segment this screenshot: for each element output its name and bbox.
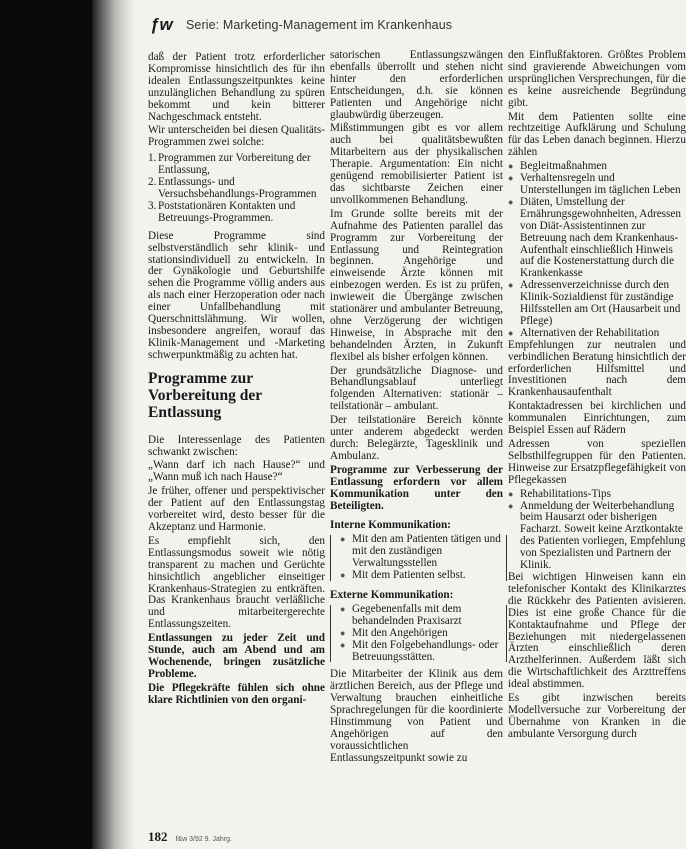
list-item: ● Begleitmaßnahmen bbox=[508, 160, 607, 173]
list-item: 1. Programmen zur Vorbereitung der Entlassung, bbox=[148, 152, 311, 177]
bullet-icon: ● bbox=[340, 603, 346, 614]
footer-text: f&w 3/92 9. Jahrg. bbox=[175, 836, 232, 843]
book-spine-shadow bbox=[92, 0, 134, 849]
paragraph: Im Grunde sollte bereits mit der Aufnahme des Patienten parallel das Programm zur Vorbereitung der Entlassung und Reintegration beginnen. Angehörige und einweisende Ärzte können mit einbezogen werden. Es ist zu prüfen, inwieweit die Übergänge zwischen stationärer und ambulanter Betreuung, ohne Verzögerung der wichtigen Hinweise, in Absprache mit den behandelnden Ärzten, in Zukunft flexibel als bisher erfolgen können. bbox=[330, 207, 503, 363]
paragraph: Je früher, offener und perspektivischer der Patient auf den Entlassungstag vorbereitet wird, desto besser für die Akzeptanz und Harmonie. bbox=[148, 485, 325, 533]
text-column-2 bbox=[330, 50, 503, 767]
paragraph: Bei wichtigen Hinweisen kann ein telefonischer Kontakt des Klinikarztes die Rückkehr des Patienten avisieren. Dies ist eine große Chance für die Kontaktaufnahme und Pflege der Beziehungen mit niedergelassenen Ärzten einschließlich deren Arzthelferinnen. Außerdem läßt sich die Wirtschaftlichkeit des Arzttreffens ideal abstimmen. bbox=[508, 570, 686, 691]
paragraph: Mißstimmungen gibt es vor allem auch bei qualitätsbewußten Mitarbeitern aus der physikalischen Therapie. Argumentation: Ein nicht genügend remobilisierter Patient ist das sichtbarste Zeichen einer unvollkommenen Behandlung. bbox=[330, 122, 503, 206]
paragraph: Empfehlungen zur neutralen und verbindlichen Beratung hinsichtlich der erforderlichen Hilfsmittel und Investitionen nach dem Krankenhausaufenthalt bbox=[508, 338, 686, 399]
bullet-icon: ● bbox=[340, 534, 346, 545]
paragraph: Der grundsätzliche Diagnose- und Behandlungsablauf unterliegt folgenden Alternativen: stationär – teilstationär – ambulant. bbox=[330, 364, 503, 413]
page-number: 182 bbox=[148, 829, 168, 844]
bullet-icon: ● bbox=[340, 570, 346, 581]
list-item: 3. Poststationären Kontakten und Betreuungs-Programmen. bbox=[148, 199, 296, 224]
paragraph: Die Interessenlage des Patienten schwankt zwischen: bbox=[148, 433, 325, 458]
bullet-icon: ● bbox=[508, 196, 514, 207]
paragraph: Diese Programme sind selbstverständlich sehr klinik- und stationsindividuell zu entwickeln. In der Gynäkologie und Geburtshilfe sehen die Programme völlig anders aus als nach einer Herzoperation oder nach einer Unfallbehandlung mit Querschnittslähmung. Wir wollen, insbesondere angreifen, worauf das Klinik-Management und -Marketing schwerpunktmäßig zu achten hat. bbox=[148, 229, 325, 361]
running-header bbox=[150, 14, 686, 36]
box-label-external: Externe Kommunikation: bbox=[330, 588, 454, 601]
list-item: ● Rehabilitations-Tips bbox=[508, 487, 611, 500]
bold-paragraph: Entlassungen zu jeder Zeit und Stunde, auch am Abend und am Wochenende, bringen zusätzliche Probleme. bbox=[148, 632, 325, 680]
bullet-icon: ● bbox=[508, 488, 514, 499]
box-label-internal: Interne Kommunikation: bbox=[330, 519, 451, 532]
list-item: ● Anmeldung der Weiterbehandlung beim Hausarzt oder bisherigen Facharzt. Soweit keine Arztkontakte des Patienten vorliegen, Empfehlung von Spezialisten und Partnern der Klinik. bbox=[508, 499, 686, 572]
bullet-icon: ● bbox=[340, 639, 346, 650]
scan-border-left bbox=[0, 0, 92, 849]
bullet-icon: ● bbox=[508, 173, 514, 184]
paragraph: Kontaktadressen bei kirchlichen und kommunalen Einrichtungen, zum Beispiel Essen auf Rädern bbox=[508, 400, 686, 437]
bold-paragraph: Programme zur Verbesserung der Entlassung erfordern vor allem Kommunikation unter den Beteiligten. bbox=[330, 463, 503, 512]
list-item: ● Diäten, Umstellung der Ernährungsgewohnheiten, Adressen von Diät-Assistentinnen zur Betreuung nach dem Krankenhaus-Aufenthalt einschließlich Hinweis auf die Kostenerstattung durch die Krankenkasse bbox=[508, 195, 681, 280]
paragraph: Wir unterscheiden bei diesen Qualitäts-Programmen zwei solche: bbox=[148, 124, 325, 149]
paragraph: Die Mitarbeiter der Klinik aus dem ärztlichen Bereich, aus der Pflege und Verwaltung brauchen einheitliche Sprachregelungen für die koordinierte Hinstimmung von Patient und Angehörigen auf den voraussichtlichen Entlassungszeitpunkt sowie zu bbox=[330, 668, 503, 764]
list-item: ● Verhaltensregeln und Unterstellungen im täglichen Leben bbox=[508, 172, 681, 196]
list-item: 2. Entlassungs- und Versuchsbehandlungs-Programmen bbox=[148, 176, 317, 200]
bullet-icon: ● bbox=[340, 627, 346, 638]
bullet-icon: ● bbox=[508, 327, 514, 338]
publication-logo: ƒw bbox=[150, 15, 173, 34]
list-item: ● Adressenverzeichnisse durch den Klinik-Sozialdienst für zuständige Hilfsstellen am Ort (Hausarbeit und Pflege) bbox=[508, 279, 681, 327]
list-item: ● Mit den Angehörigen bbox=[340, 626, 448, 639]
paragraph: Der teilstationäre Bereich könnte unter anderem abgedeckt werden durch: Belegärzte, Tagesklinik und Ambulanz. bbox=[330, 414, 503, 462]
paragraph: Mit dem Patienten sollte eine rechtzeitige Aufklärung und Schulung für das Leben danach beginnen. Hierzu zählen bbox=[508, 110, 686, 159]
paragraph: den Einflußfaktoren. Größtes Problem sind gravierende Abweichungen vom ursprünglichen Versprechungen, für die es keine ausreichende Begründung gibt. bbox=[508, 49, 686, 109]
list-item: ● Mit den Folgebehandlungs- oder Betreuungsstätten. bbox=[340, 638, 499, 663]
quote: „Wann darf ich nach Hause?“ und „Wann muß ich nach Hause?“ bbox=[148, 459, 325, 484]
list-item: ● Alternativen der Rehabilitation bbox=[508, 326, 660, 339]
bullet-icon: ● bbox=[508, 500, 514, 511]
list-item: ● Mit den am Patienten tätigen und mit den zuständigen Verwaltungsstellen bbox=[340, 533, 501, 570]
text-column-1 bbox=[148, 52, 325, 709]
bullet-icon: ● bbox=[508, 280, 514, 291]
section-heading: Programme zur Vorbereitung der Entlassung bbox=[148, 369, 262, 421]
paragraph: satorischen Entlassungszwängen ebenfalls überrollt und stehen nicht hinter den erforderlichen Entscheidungen, d.h. sie können Patienten und Angehörige nicht glaubwürdig überzeugen. bbox=[330, 49, 503, 121]
series-title: Serie: Marketing-Management im Krankenhaus bbox=[186, 18, 453, 32]
info-box-external bbox=[330, 604, 503, 664]
page-footer bbox=[148, 829, 232, 845]
bold-paragraph: Die Pflegekräfte fühlen sich ohne klare Richtlinien von den organi- bbox=[148, 681, 325, 706]
paragraph: daß der Patient trotz erforderlicher Kompromisse hinsichtlich des für ihn idealen Entlassungszeitpunktes keine unzulänglichen Behandlung zu spüren bekommt und kein bitterer Nachgeschmack entsteht. bbox=[148, 51, 325, 123]
numbered-list bbox=[148, 153, 325, 224]
paragraph: Es empfiehlt sich, den Entlassungsmodus soweit wie nötig transparent zu machen und Gerüchte hinsichtlich angeblicher einseitiger Krankenhaus-Strategien zu entkräften. Das Krankenhaus braucht verläßliche und mitarbeitergerechte Entlassungszeiten. bbox=[148, 534, 325, 631]
list-item: ● Gegebenenfalls mit dem behandelnden Praxisarzt bbox=[340, 602, 462, 627]
paragraph: Adressen von speziellen Selbsthilfegruppen für den Patienten. Hinweise zur Ersatzpflegefähigkeit von Pflegekassen bbox=[508, 438, 686, 486]
info-box-internal bbox=[330, 534, 503, 582]
text-column-3 bbox=[508, 50, 686, 743]
list-item: ● Mit dem Patienten selbst. bbox=[340, 569, 466, 582]
bullet-icon: ● bbox=[508, 161, 514, 172]
paragraph: Es gibt inzwischen bereits Modellversuche zur Vorbereitung der Übernahme von Kranken in die ambulante Versorgung durch bbox=[508, 692, 686, 740]
